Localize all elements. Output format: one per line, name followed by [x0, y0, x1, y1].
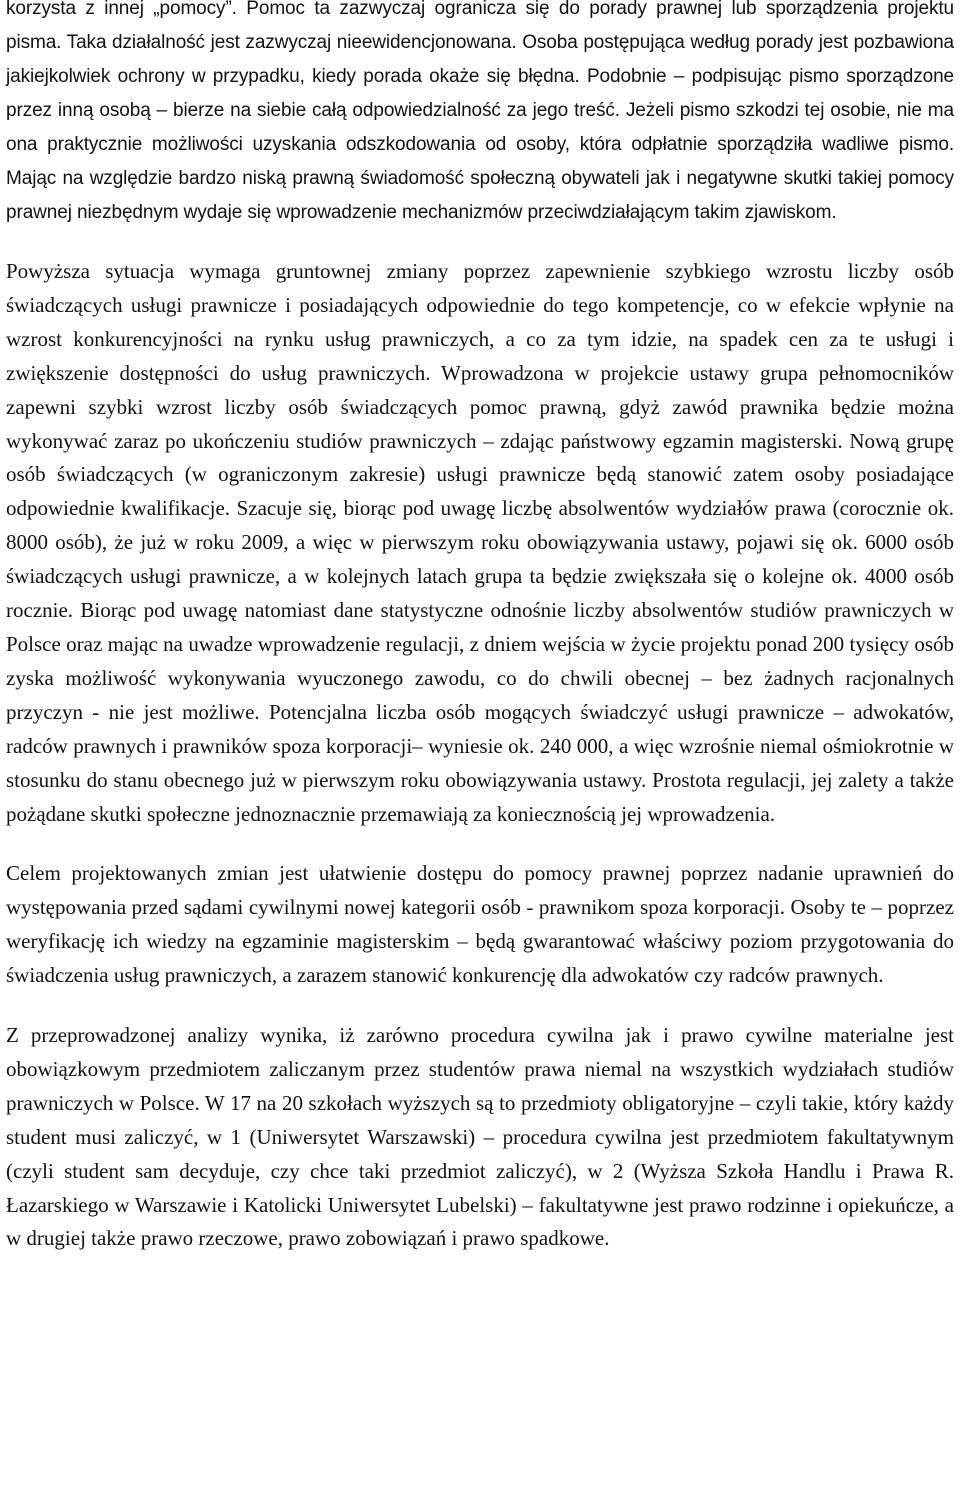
paragraph-3: Celem projektowanych zmian jest ułatwienie dostępu do pomocy prawnej poprzez nadanie uprawnień do występowania przed sądami cywilnymi nowej kategorii osób - prawnikom spoza korporacji. Osoby te – poprzez weryfikację ich wiedzy na egzaminie magisterskim – będą gwarantować właściwy poziom przygotowania do świadczenia usług prawniczych, a zarazem stanowić konkurencję dla adwokatów czy radców prawnych.: [6, 861, 954, 988]
paragraph-1: korzysta z innej „pomocy”. Pomoc ta zazwyczaj ogranicza się do porady prawnej lub sporządzenia projektu pisma. Taka działalność jest zazwyczaj nieewidencjonowana. Osoba postępująca według porady jest pozbawiona jakiejkolwiek ochrony w przypadku, kiedy porada okaże się błędna. Podobnie – podpisując pismo sporządzone przez inną osobą – bierze na siebie całą odpowiedzialność za jego treść. Jeżeli pismo szkodzi tej osobie, nie ma ona praktycznie możliwości uzyskania odszkodowania od osoby, która odpłatnie sporządziła wadliwe pismo. Mając na względzie bardzo niską prawną świadomość społeczną obywateli jak i negatywne skutki takiej pomocy prawnej niezbędnym wydaje się wprowadzenie mechanizmów przeciwdziałającym takim zjawiskom.: [6, 0, 954, 223]
paragraph-2: Powyższa sytuacja wymaga gruntownej zmiany poprzez zapewnienie szybkiego wzrostu liczby osób świadczących usługi prawnicze i posiadających odpowiednie do tego kompetencje, co w efekcie wpłynie na wzrost konkurencyjności na rynku usług prawniczych, a co za tym idzie, na spadek cen za te usługi i zwiększenie dostępności do usług prawniczych. Wprowadzona w projekcie ustawy grupa pełnomocników zapewni szybki wzrost liczby osób świadczących pomoc prawną, gdyż zawód prawnika będzie można wykonywać zaraz po ukończeniu studiów prawniczych – zdając państwowy egzamin magisterski. Nową grupę osób świadczących (w ograniczonym zakresie) usługi prawnicze będą stanowić zatem osoby posiadające odpowiednie kwalifikacje. Szacuje się, biorąc pod uwagę liczbę absolwentów wydziałów prawa (corocznie ok. 8000 osób), że już w roku 2009, a więc w pierwszym roku obowiązywania ustawy, pojawi się ok. 6000 osób świadczących usługi prawnicze, a w kolejnych latach grupa ta będzie zwiększała się o kolejne ok. 4000 osób rocznie. Biorąc pod uwagę natomiast dane statystyczne odnośnie liczby absolwentów studiów prawniczych w Polsce oraz mając na uwadze wprowadzenie regulacji, z dniem wejścia w życie projektu ponad 200 tysięcy osób zyska możliwość wykonywania wyuczonego zawodu, co do chwili obecnej – bez żadnych racjonalnych przyczyn - nie jest możliwe. Potencjalna liczba osób mogących świadczyć usługi prawnicze – adwokatów, radców prawnych i prawników spoza korporacji– wyniesie ok. 240 000, a więc wzrośnie niemal ośmiokrotnie w stosunku do stanu obecnego już w pierwszym roku obowiązywania ustawy. Prostota regulacji, jej zalety a także pożądane skutki społeczne jednoznacznie przemawiają za koniecznością jej wprowadzenia.: [6, 259, 954, 826]
paragraph-4: Z przeprowadzonej analizy wynika, iż zarówno procedura cywilna jak i prawo cywilne materialne jest obowiązkowym przedmiotem zaliczanym przez studentów prawa niemal na wszystkich wydziałach studiów prawniczych w Polsce. W 17 na 20 szkołach wyższych są to przedmioty obligatoryjne – czyli takie, który każdy student musi zaliczyć, w 1 (Uniwersytet Warszawski) – procedura cywilna jest przedmiotem fakultatywnym (czyli student sam decyduje, czy chce taki przedmiot zaliczyć), w 2 (Wyższa Szkoła Handlu i Prawa R. Łazarskiego w Warszawie i Katolicki Uniwersytet Lubelski) – fakultatywne jest prawo rodzinne i opiekuńcze, a w drugiej także prawo rzeczowe, prawo zobowiązań i prawo spadkowe.: [6, 1023, 954, 1251]
document-page: [6, 0, 954, 1256]
